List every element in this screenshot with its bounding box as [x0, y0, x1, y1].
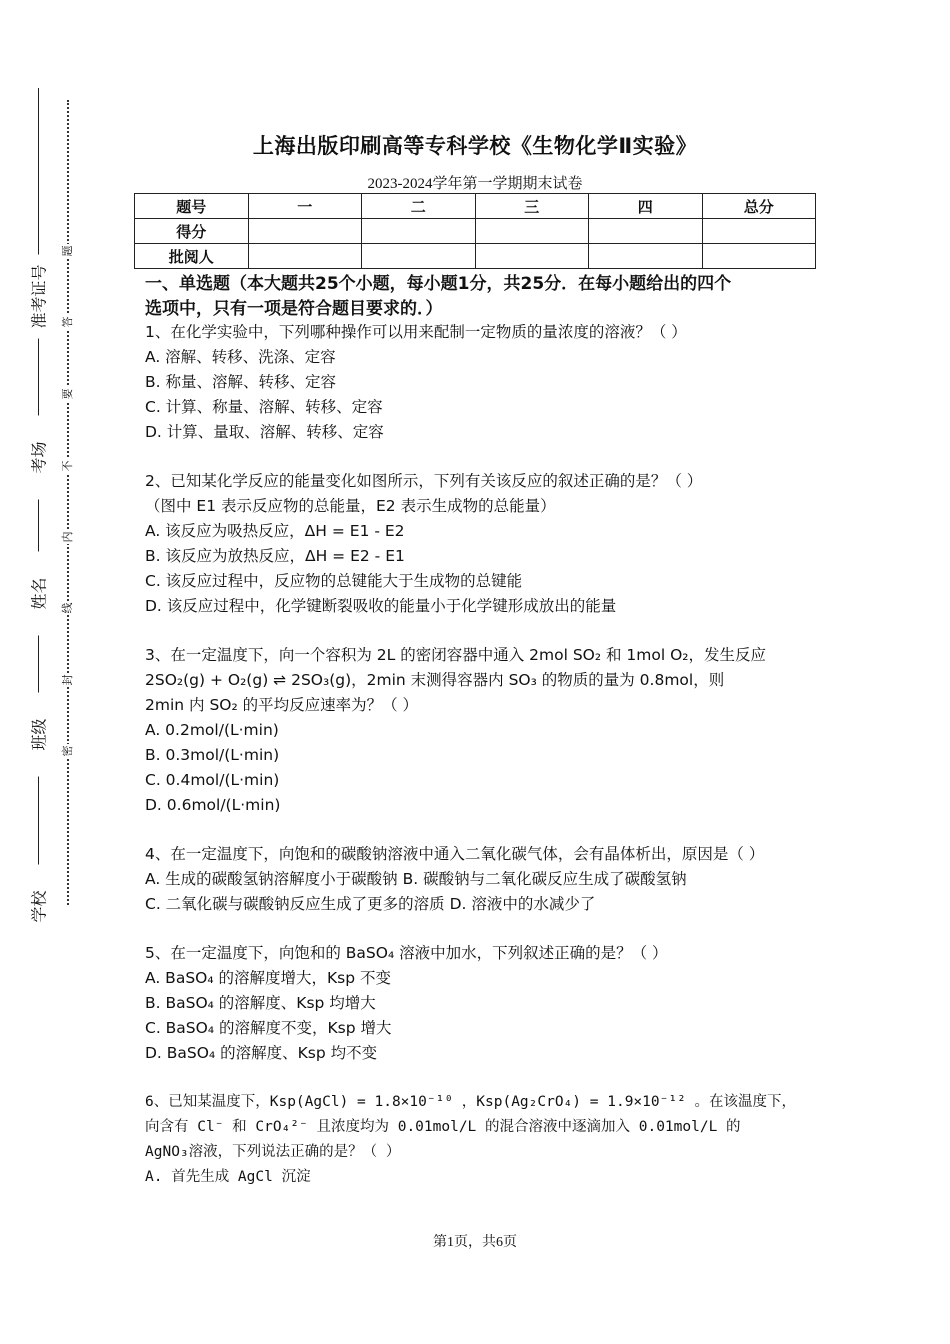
question-stem: 2SO₂(g) + O₂(g) ⇌ 2SO₃(g)，2min 末测得容器内 SO₃ 的物质的量为 0.8mol，则 — [145, 671, 725, 689]
table-cell: 得分 — [135, 219, 249, 244]
question-option: C. 计算、称量、溶解、转移、定容 — [145, 398, 383, 416]
question-1 — [145, 320, 825, 445]
question-option: D. 该反应过程中，化学键断裂吸收的能量小于化学键形成放出的能量 — [145, 597, 617, 615]
section-heading — [145, 272, 815, 322]
question-option: B. 0.3mol/(L·min) — [145, 746, 280, 764]
question-5 — [145, 941, 825, 1066]
table-cell: 二 — [362, 194, 476, 219]
binding-label-exam-number: 准考证号 — [27, 255, 50, 339]
question-stem: 6、已知某温度下，Ksp(AgCl) = 1.8×10⁻¹⁰ ，Ksp(Ag₂CrO₄) = 1.9×10⁻¹² 。在该温度下， — [145, 1094, 797, 1110]
question-stem: （图中 E1 表示反应物的总能量，E2 表示生成物的总能量） — [145, 497, 556, 515]
table-cell: 题号 — [135, 194, 249, 219]
table-cell — [248, 244, 362, 269]
binding-dot-char: 密 — [61, 745, 74, 757]
binding-label-exam-room: 考场 — [27, 416, 50, 500]
question-option: A. 该反应为吸热反应，ΔH = E1 - E2 — [145, 522, 405, 540]
question-list — [145, 320, 825, 1190]
question-6 — [145, 1090, 825, 1190]
question-option: D. BaSO₄ 的溶解度、Ksp 均不变 — [145, 1044, 378, 1062]
table-cell — [702, 244, 816, 269]
binding-label-name: 姓名 — [27, 552, 50, 636]
question-option: C. 0.4mol/(L·min) — [145, 771, 280, 789]
question-option: A. 生成的碳酸氢钠溶解度小于碳酸钠 B. 碳酸钠与二氧化碳反应生成了碳酸氢钠 — [145, 870, 687, 888]
question-option: A. 溶解、转移、洗涤、定容 — [145, 348, 336, 366]
table-cell: 三 — [475, 194, 589, 219]
binding-solid-line — [38, 88, 39, 928]
table-cell: 四 — [589, 194, 703, 219]
table-cell: 一 — [248, 194, 362, 219]
question-option: B. 该反应为放热反应，ΔH = E2 - E1 — [145, 547, 405, 565]
question-option: B. 称量、溶解、转移、定容 — [145, 373, 336, 391]
table-cell — [362, 219, 476, 244]
question-option: C. 二氧化碳与碳酸钠反应生成了更多的溶质 D. 溶液中的水减少了 — [145, 895, 596, 913]
page-title: 上海出版印刷高等专科学校《生物化学Ⅱ实验》 — [252, 134, 698, 158]
binding-dot-char: 线 — [61, 602, 74, 614]
question-stem: AgNO₃溶液，下列说法正确的是？（ ） — [145, 1144, 401, 1160]
table-cell — [475, 219, 589, 244]
question-4 — [145, 842, 825, 917]
question-stem: 3、在一定温度下，向一个容积为 2L 的密闭容器中通入 2mol SO₂ 和 1mol O₂，发生反应 — [145, 646, 767, 664]
table-cell — [702, 219, 816, 244]
binding-dot-char: 题 — [61, 245, 74, 257]
table-cell — [362, 244, 476, 269]
binding-dot-char: 不 — [61, 460, 74, 472]
question-3 — [145, 643, 825, 818]
binding-dot-char: 要 — [61, 388, 74, 400]
table-row — [135, 219, 816, 244]
question-option: D. 计算、量取、溶解、转移、定容 — [145, 423, 384, 441]
binding-dot-char: 内 — [61, 531, 74, 543]
question-option: A. 0.2mol/(L·min) — [145, 721, 279, 739]
table-cell — [248, 219, 362, 244]
question-stem: 4、在一定温度下，向饱和的碳酸钠溶液中通入二氧化碳气体，会有晶体析出，原因是（ ） — [145, 845, 765, 863]
table-cell — [589, 219, 703, 244]
question-option: C. BaSO₄ 的溶解度不变，Ksp 增大 — [145, 1019, 392, 1037]
page-footer: 第1页，共6页 — [433, 1235, 517, 1250]
question-stem: 2、已知某化学反应的能量变化如图所示，下列有关该反应的叙述正确的是？（ ） — [145, 472, 703, 490]
table-row — [135, 244, 816, 269]
question-option: A. 首先生成 AgCl 沉淀 — [145, 1169, 311, 1185]
section-heading-line: 一、单选题（本大题共25个小题，每小题1分，共25分．在每小题给出的四个 — [145, 274, 732, 294]
binding-label-school: 学校 — [27, 865, 50, 949]
page-subtitle: 2023-2024学年第一学期期末试卷 — [367, 176, 583, 192]
table-cell: 总分 — [702, 194, 816, 219]
question-stem: 向含有 Cl⁻ 和 CrO₄²⁻ 且浓度均为 0.01mol/L 的混合溶液中逐滴加入 0.01mol/L 的 — [145, 1119, 741, 1135]
table-cell: 批阅人 — [135, 244, 249, 269]
question-option: D. 0.6mol/(L·min) — [145, 796, 281, 814]
question-option: C. 该反应过程中，反应物的总键能大于生成物的总键能 — [145, 572, 523, 590]
binding-dot-char: 封 — [61, 674, 74, 686]
score-table — [134, 193, 816, 269]
question-option: A. BaSO₄ 的溶解度增大，Ksp 不变 — [145, 969, 392, 987]
binding-dot-char: 答 — [61, 316, 74, 328]
table-cell — [589, 244, 703, 269]
question-stem: 2min 内 SO₂ 的平均反应速率为？（ ） — [145, 696, 419, 714]
question-option: B. BaSO₄ 的溶解度、Ksp 均增大 — [145, 994, 376, 1012]
table-cell — [475, 244, 589, 269]
binding-label-class: 班级 — [27, 693, 50, 777]
binding-dotted-line — [67, 100, 69, 905]
table-row — [135, 194, 816, 219]
question-stem: 1、在化学实验中，下列哪种操作可以用来配制一定物质的量浓度的溶液？（ ） — [145, 323, 687, 341]
section-heading-line: 选项中，只有一项是符合题目要求的．） — [145, 299, 443, 319]
question-stem: 5、在一定温度下，向饱和的 BaSO₄ 溶液中加水，下列叙述正确的是？（ ） — [145, 944, 668, 962]
question-2 — [145, 469, 825, 619]
